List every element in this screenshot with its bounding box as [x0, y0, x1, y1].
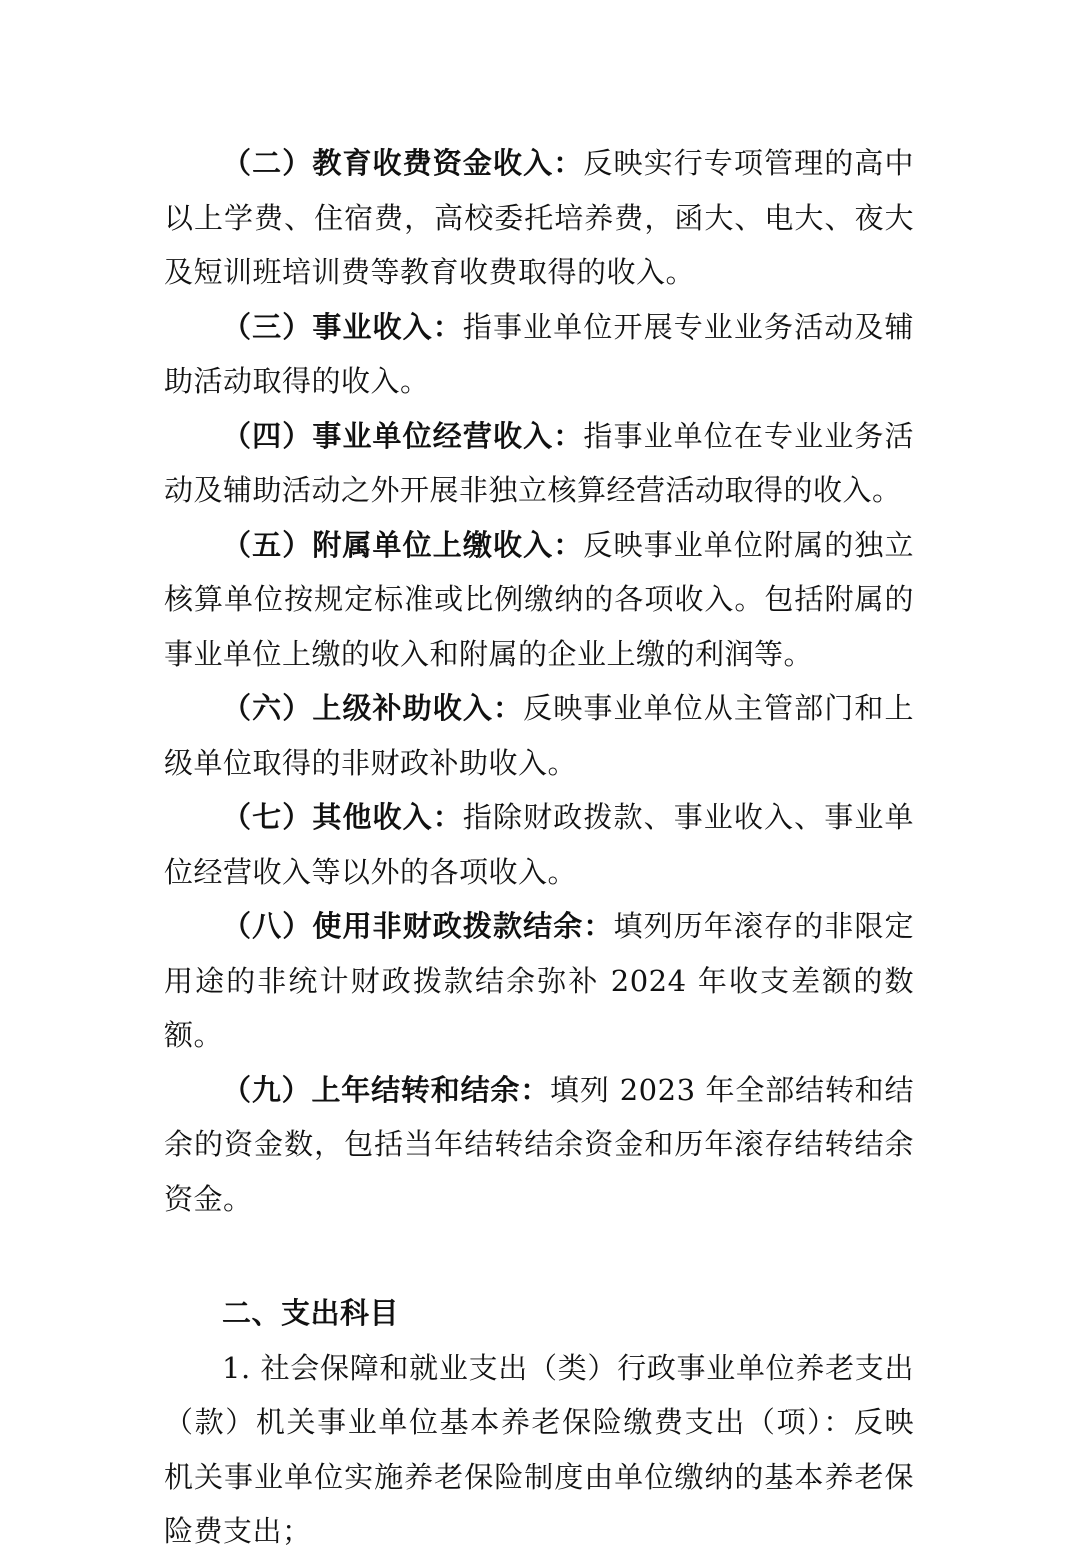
paragraph-business-income: [164, 300, 914, 409]
paragraph-text: 反映实行专项管理的高中以上学费、住宿费，高校委托培养费，函大、电大、夜大及短训班培训费等教育收费取得的收入。: [164, 146, 914, 289]
paragraph-text: 填列 2023 年全部结转和结余的资金数，包括当年结转结余资金和历年滚存结转结余资金。: [164, 1072, 914, 1216]
paragraph-heading: （二）教育收费资金收入：: [222, 146, 584, 180]
paragraph-heading: （七）其他收入：: [222, 800, 463, 834]
paragraph-operating-income: [164, 409, 914, 518]
paragraph-heading: （九）上年结转和结余：: [222, 1072, 551, 1107]
paragraph-heading: （五）附属单位上缴收入：: [222, 527, 584, 562]
paragraph-text: 指除财政拨款、事业收入、事业单位经营收入等以外的各项收入。: [164, 800, 914, 889]
paragraph-superior-subsidy-income: [164, 681, 914, 790]
section-title-expenditure: 二、支出科目: [222, 1296, 400, 1330]
paragraph-heading: （三）事业收入：: [222, 309, 463, 344]
paragraph-education-fee-income: [164, 136, 914, 300]
paragraph-text: 反映事业单位从主管部门和上级单位取得的非财政补助收入。: [164, 691, 914, 780]
paragraph-heading: （四）事业单位经营收入：: [222, 418, 584, 453]
paragraph-non-fiscal-surplus: [164, 899, 914, 1063]
paragraph-text: 指事业单位开展专业业务活动及辅助活动取得的收入。: [164, 309, 914, 398]
paragraph-heading: （八）使用非财政拨款结余：: [222, 909, 614, 943]
paragraph-other-income: [164, 790, 914, 899]
paragraph-pension-expenditure: 1. 社会保障和就业支出（类）行政事业单位养老支出（款）机关事业单位基本养老保险缴费支出（项）：反映机关事业单位实施养老保险制度由单位缴纳的基本养老保险费支出；: [164, 1350, 914, 1548]
paragraph-text: 填列历年滚存的非限定用途的非统计财政拨款结余弥补 2024 年收支差额的数额。: [164, 909, 914, 1052]
document-body: [164, 136, 914, 1559]
paragraph-text: 指事业单位在专业业务活动及辅助活动之外开展非独立核算经营活动取得的收入。: [164, 418, 914, 507]
paragraph-affiliated-unit-income: [164, 518, 914, 682]
paragraph-prior-year-carryover: [164, 1063, 914, 1227]
paragraph-heading: （六）上级补助收入：: [222, 691, 524, 725]
paragraph-text: 反映事业单位附属的独立核算单位按规定标准或比例缴纳的各项收入。包括附属的事业单位上缴的收入和附属的企业上缴的利润等。: [164, 527, 914, 671]
